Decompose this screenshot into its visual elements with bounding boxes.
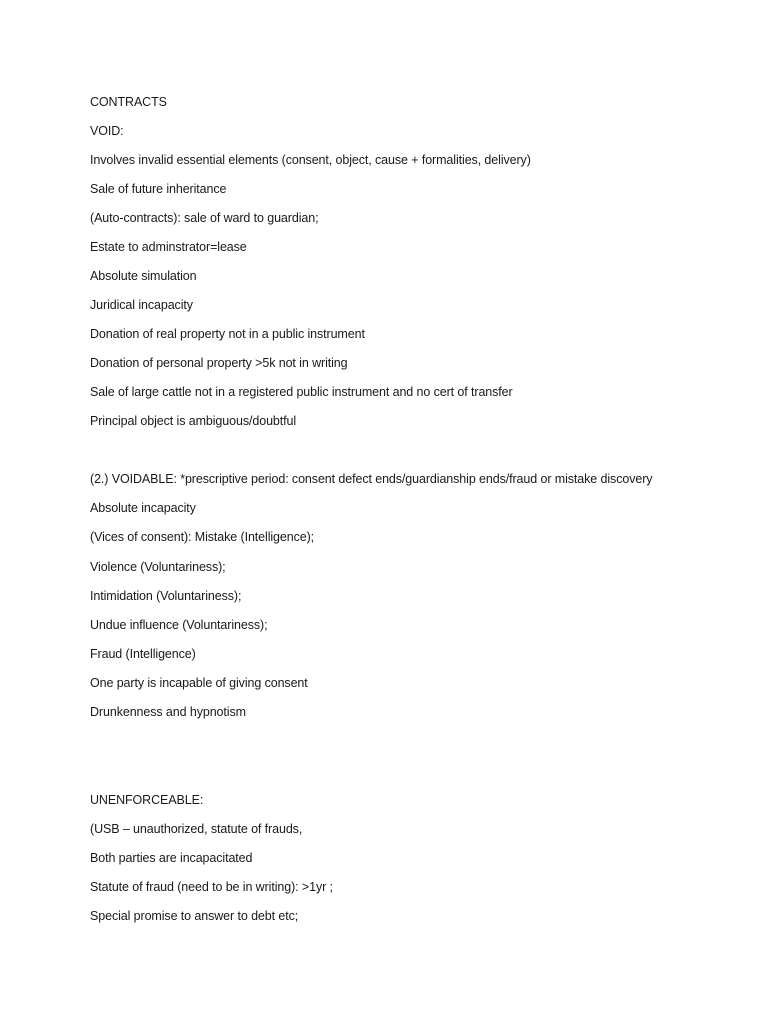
text-line: (USB – unauthorized, statute of frauds,	[90, 822, 303, 836]
text-line: Juridical incapacity	[90, 298, 193, 312]
heading-unenforceable: UNENFORCEABLE:	[90, 793, 204, 807]
text-line: Involves invalid essential elements (consent, object, cause + formalities, delivery)	[90, 153, 531, 167]
text-line: Statute of fraud (need to be in writing): >1yr ;	[90, 880, 333, 894]
text-line: Special promise to answer to debt etc;	[90, 909, 299, 923]
heading-voidable: (2.) VOIDABLE: *prescriptive period: consent defect ends/guardianship ends/fraud or mistake discovery	[90, 472, 653, 486]
heading-contracts: CONTRACTS	[90, 95, 167, 109]
text-line: Violence (Voluntariness);	[90, 560, 226, 574]
text-line: One party is incapable of giving consent	[90, 676, 308, 690]
text-line: (Auto-contracts): sale of ward to guardian;	[90, 211, 319, 225]
text-line: Sale of future inheritance	[90, 182, 227, 196]
text-line: Absolute incapacity	[90, 501, 196, 515]
text-line: Principal object is ambiguous/doubtful	[90, 414, 297, 428]
text-line: Fraud (Intelligence)	[90, 647, 196, 661]
text-line: Intimidation (Voluntariness);	[90, 589, 242, 603]
heading-void: VOID:	[90, 124, 124, 138]
text-line: Absolute simulation	[90, 269, 197, 283]
text-line: Sale of large cattle not in a registered public instrument and no cert of transfer	[90, 385, 513, 399]
text-line: Drunkenness and hypnotism	[90, 705, 246, 719]
text-line: Estate to adminstrator=lease	[90, 240, 247, 254]
text-line: Donation of real property not in a public instrument	[90, 327, 365, 341]
text-line: (Vices of consent): Mistake (Intelligence);	[90, 530, 315, 544]
text-line: Undue influence (Voluntariness);	[90, 618, 268, 632]
text-line: Donation of personal property >5k not in writing	[90, 356, 348, 370]
text-line: Both parties are incapacitated	[90, 851, 253, 865]
